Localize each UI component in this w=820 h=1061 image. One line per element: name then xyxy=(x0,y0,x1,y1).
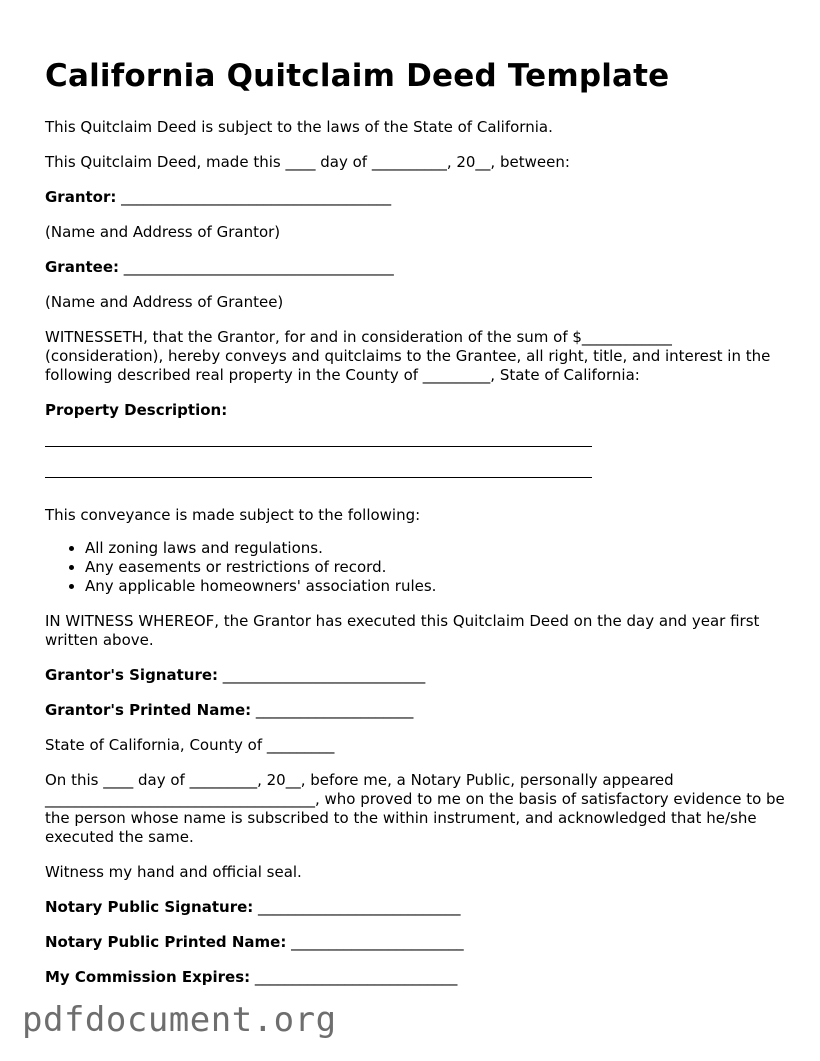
watermark: pdfdocument.org xyxy=(22,1000,337,1040)
grantor-signature-label: Grantor's Signature: xyxy=(45,666,219,684)
grantor-printed-name-line xyxy=(45,701,785,720)
in-witness-paragraph: IN WITNESS WHEREOF, the Grantor has executed this Quitclaim Deed on the day and year first written above. xyxy=(45,612,760,649)
list-item: • Any easements or restrictions of record. xyxy=(85,558,785,577)
grantee-label: Grantee: xyxy=(45,258,120,276)
grantor-printed-name-blank: _____________________ xyxy=(251,701,414,719)
grantor-signature-blank: ___________________________ xyxy=(218,666,426,684)
notary-printed-name-blank: _______________________ xyxy=(286,933,464,951)
commission-expires-blank: ___________________________ xyxy=(250,968,458,986)
property-description-line-1 xyxy=(45,446,592,447)
notary-paragraph: On this ____ day of _________, 20__, before me, a Notary Public, personally appeared ____________________________________, who proved to me on the basis of satisfactory evidence to be the person whose name is subscribed to the within instrument, and acknowledged that he/she executed the same. xyxy=(45,771,785,846)
grantor-blank: ____________________________________ xyxy=(116,188,392,206)
notary-signature-label: Notary Public Signature: xyxy=(45,898,254,916)
state-county-line: State of California, County of _________ xyxy=(45,736,335,754)
grantor-signature-line xyxy=(45,666,785,685)
notary-signature-line xyxy=(45,898,785,917)
list-item: • Any applicable homeowners' association rules. xyxy=(85,577,785,596)
grantor-line xyxy=(45,188,785,207)
list-item: • All zoning laws and regulations. xyxy=(85,539,785,558)
grantee-hint: (Name and Address of Grantee) xyxy=(45,293,284,311)
witness-seal-line: Witness my hand and official seal. xyxy=(45,863,302,881)
document-page xyxy=(45,56,785,1003)
commission-expires-line xyxy=(45,968,785,987)
grantee-blank: ____________________________________ xyxy=(119,258,394,276)
property-description-label: Property Description: xyxy=(45,401,228,419)
property-description-line-2 xyxy=(45,477,592,478)
conveyance-intro: This conveyance is made subject to the following: xyxy=(45,506,421,524)
conditions-list xyxy=(45,539,785,596)
commission-expires-label: My Commission Expires: xyxy=(45,968,251,986)
notary-printed-name-line xyxy=(45,933,785,952)
grantee-line xyxy=(45,258,785,277)
made-this-paragraph: This Quitclaim Deed, made this ____ day of __________, 20__, between: xyxy=(45,153,570,171)
grantor-printed-name-label: Grantor's Printed Name: xyxy=(45,701,252,719)
document-title: California Quitclaim Deed Template xyxy=(45,58,670,94)
grantor-label: Grantor: xyxy=(45,188,117,206)
notary-printed-name-label: Notary Public Printed Name: xyxy=(45,933,287,951)
grantor-hint: (Name and Address of Grantor) xyxy=(45,223,281,241)
notary-signature-blank: ___________________________ xyxy=(253,898,461,916)
witnesseth-paragraph: WITNESSETH, that the Grantor, for and in consideration of the sum of $____________ (consideration), hereby conveys and quitclaims to the Grantee, all right, title, and interest in the following described real property in the County of _________, State of California: xyxy=(45,328,771,384)
intro-paragraph: This Quitclaim Deed is subject to the laws of the State of California. xyxy=(45,118,553,136)
